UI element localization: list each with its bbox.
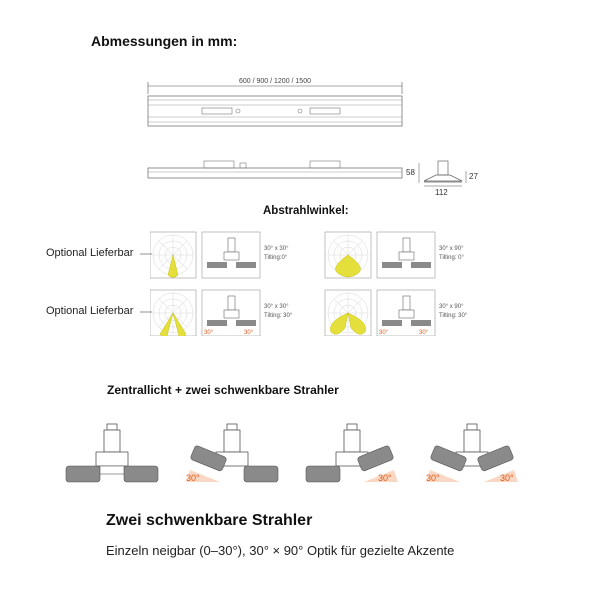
beam-angle-panels (150, 228, 470, 336)
beam-variant-2-line2: Tilting: 0° (439, 255, 464, 261)
width-dimension-text: 112 (435, 188, 448, 197)
label-connectors (140, 250, 154, 314)
beam-variant-1-line2: Tilting:0° (264, 255, 288, 261)
beam-angle-heading: Abstrahlwinkel: (263, 205, 349, 217)
beam-variant-4-line2: Tilting: 30° (439, 313, 468, 319)
length-dimension-text: 600 / 900 / 1200 / 1500 (238, 78, 312, 85)
top-view-drawing (140, 72, 410, 132)
profile-outline (148, 96, 402, 126)
dimensions-heading: Abmessungen in mm: (91, 33, 238, 49)
cross-section-profile (424, 175, 462, 181)
optional-label-2: Optional Lieferbar (46, 305, 134, 317)
small-height-dimension-text: 27 (469, 172, 478, 181)
configuration-illustrations (60, 420, 550, 495)
central-light-heading: Zentrallicht + zwei schwenkbare Strahler (107, 383, 339, 397)
config-left-tilted (186, 424, 278, 483)
beam-variant-3-line2: Tilting: 30° (264, 313, 293, 319)
description-text: Einzeln neigbar (0–30°), 30° × 90° Optik für gezielte Akzente (106, 543, 455, 558)
tilt-label: 30° (379, 330, 389, 336)
side-view-drawing (140, 152, 410, 184)
beam-panel-3 (150, 290, 293, 336)
beam-variant-1-line1: 30° x 30° (264, 246, 289, 252)
beam-variant-3-line1: 30° x 30° (264, 304, 289, 310)
tilt-label: 30° (500, 473, 514, 483)
tilt-label: 30° (419, 330, 429, 336)
config-right-tilted (306, 424, 398, 483)
tilt-label: 30° (426, 473, 440, 483)
height-dimension-text: 58 (406, 168, 415, 177)
beam-panel-4 (325, 290, 468, 336)
cross-section-drawing (402, 155, 486, 199)
tilt-label: 30° (244, 330, 254, 336)
two-spots-heading: Zwei schwenkbare Strahler (106, 512, 313, 529)
tilt-label: 30° (204, 330, 214, 336)
beam-variant-4-line1: 30° x 90° (439, 304, 464, 310)
side-profile (148, 168, 402, 178)
beam-panel-2 (325, 232, 464, 278)
config-flat (66, 424, 158, 482)
config-both-tilted (426, 424, 518, 483)
tilt-label: 30° (186, 473, 200, 483)
beam-panel-1 (150, 232, 289, 278)
beam-variant-2-line1: 30° x 90° (439, 246, 464, 252)
tilt-label: 30° (378, 473, 392, 483)
optional-label-1: Optional Lieferbar (46, 247, 134, 259)
